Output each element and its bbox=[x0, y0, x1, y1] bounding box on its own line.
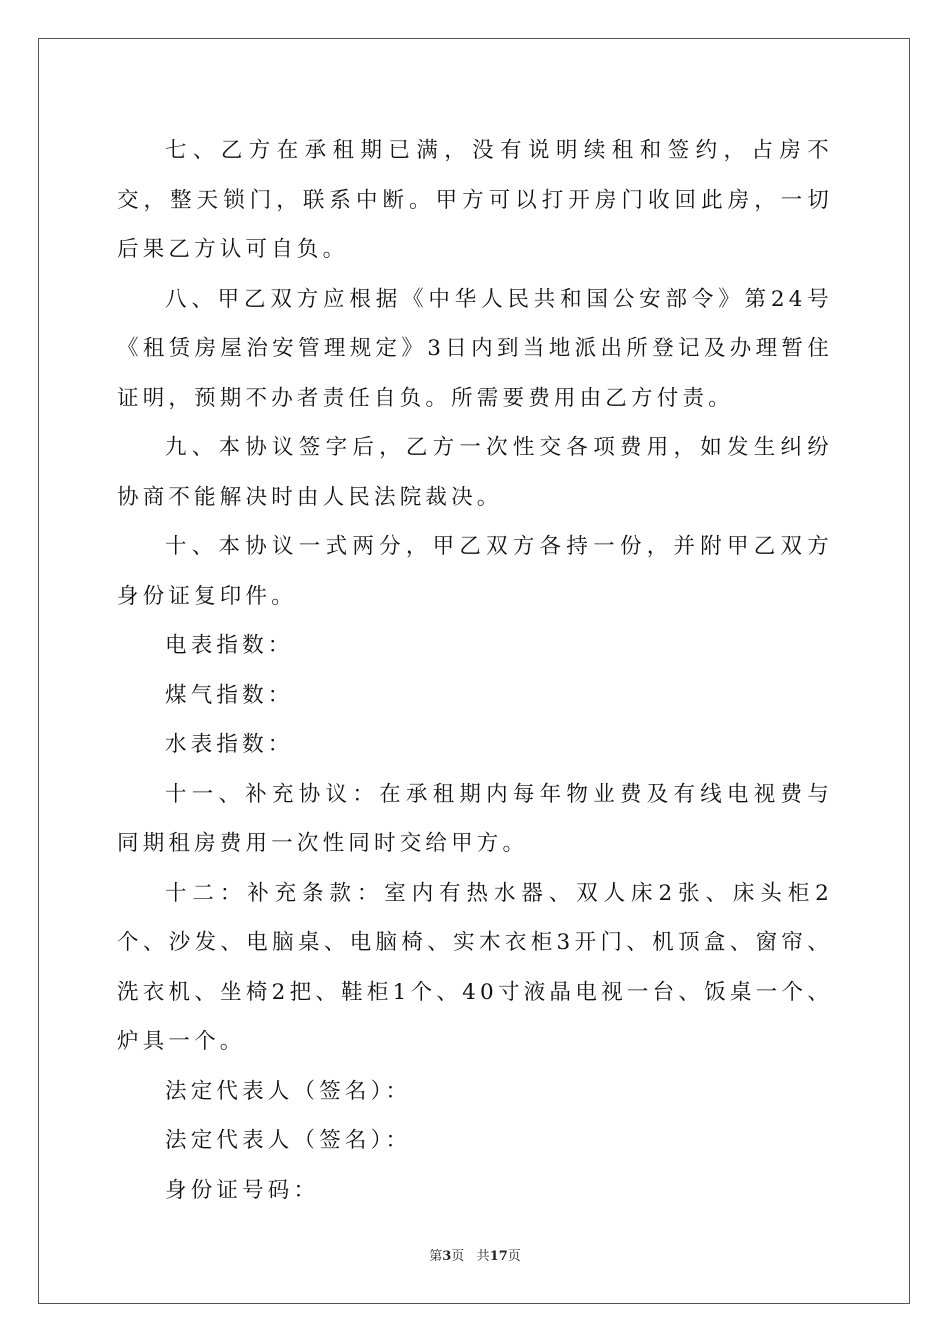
id-number-field: 身份证号码： bbox=[165, 1177, 320, 1203]
footer-page-number: 3 bbox=[442, 1249, 452, 1264]
footer-page-suffix: 页 bbox=[451, 1249, 465, 1264]
footer-page-prefix: 第 bbox=[429, 1249, 443, 1264]
clause-12: 十二：补充条款：室内有热水器、双人床2张、床头柜2个、沙发、电脑桌、电脑椅、实木衣柜3开门、机顶盒、窗帘、洗衣机、坐椅2把、鞋柜1个、40寸液晶电视一台、饭桌一个、炉具一个。 bbox=[117, 880, 833, 1054]
footer-total-pages: 17 bbox=[489, 1249, 508, 1264]
clause-11: 十一、补充协议：在承租期内每年物业费及有线电视费与同期租房费用一次性同时交给甲方。 bbox=[117, 781, 833, 856]
clause-10: 十、本协议一式两分，甲乙双方各持一份，并附甲乙双方身份证复印件。 bbox=[117, 534, 833, 609]
electric-meter-reading: 电表指数： bbox=[165, 633, 294, 658]
document-body bbox=[117, 126, 833, 1215]
legal-representative-signature-2: 法定代表人（签名）： bbox=[165, 1128, 412, 1153]
clause-9: 九、本协议签字后，乙方一次性交各项费用，如发生纠纷协商不能解决时由人民法院裁决。 bbox=[117, 435, 833, 510]
legal-representative-signature-1: 法定代表人（签名）： bbox=[165, 1078, 412, 1104]
gas-meter-reading: 煤气指数： bbox=[165, 682, 294, 708]
clause-7: 七、乙方在承租期已满，没有说明续租和签约，占房不交，整天锁门，联系中断。甲方可以打开房门收回此房，一切后果乙方认可自负。 bbox=[117, 138, 833, 262]
footer-total-prefix: 共 bbox=[476, 1249, 490, 1264]
clause-8: 八、甲乙双方应根据《中华人民共和国公安部令》第24号《租赁房屋治安管理规定》3日内到当地派出所登记及办理暂住证明，预期不办者责任自负。所需要费用由乙方付责。 bbox=[117, 286, 833, 411]
water-meter-reading: 水表指数： bbox=[165, 732, 294, 757]
page-footer bbox=[0, 1248, 950, 1266]
footer-total-suffix: 页 bbox=[507, 1249, 521, 1264]
